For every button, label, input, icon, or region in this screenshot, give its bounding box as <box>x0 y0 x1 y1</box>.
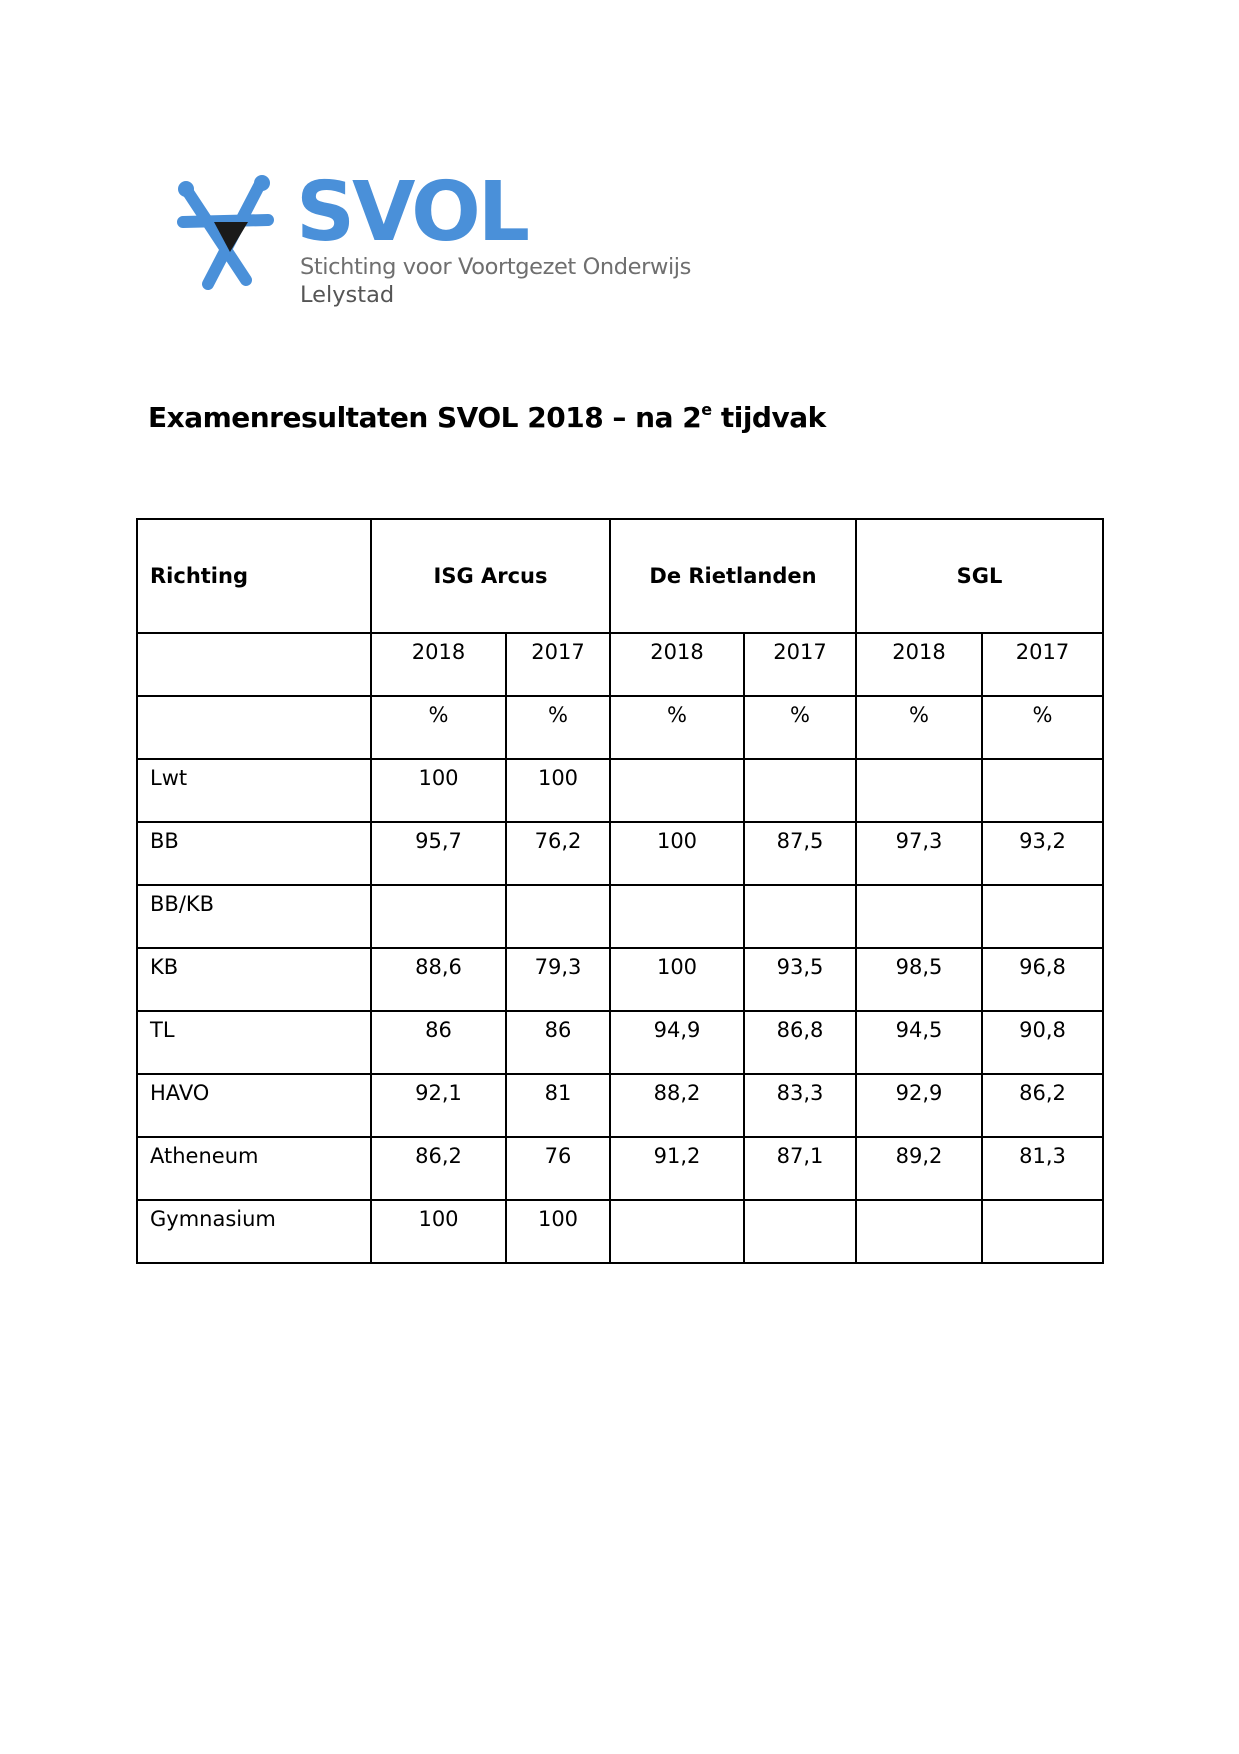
value-cell <box>982 759 1103 822</box>
table-row <box>137 1074 1103 1137</box>
value-cell <box>982 1200 1103 1263</box>
value-cell: 94,9 <box>610 1011 744 1074</box>
value-cell <box>744 885 856 948</box>
value-cell: 90,8 <box>982 1011 1103 1074</box>
value-cell: 86,2 <box>371 1137 506 1200</box>
table-row <box>137 885 1103 948</box>
table-header-row <box>137 519 1103 633</box>
table-cell-empty <box>137 696 371 759</box>
value-cell <box>371 885 506 948</box>
value-cell <box>744 759 856 822</box>
year-cell: 2018 <box>610 633 744 696</box>
row-label: Lwt <box>137 759 371 822</box>
svol-logo <box>168 165 691 312</box>
row-label: Atheneum <box>137 1137 371 1200</box>
unit-cell: % <box>982 696 1103 759</box>
value-cell: 76 <box>506 1137 610 1200</box>
year-cell: 2017 <box>744 633 856 696</box>
year-cell: 2017 <box>982 633 1103 696</box>
value-cell: 81,3 <box>982 1137 1103 1200</box>
title-superscript: e <box>701 400 712 419</box>
value-cell: 91,2 <box>610 1137 744 1200</box>
value-cell: 100 <box>610 822 744 885</box>
table-row <box>137 1200 1103 1263</box>
value-cell <box>610 759 744 822</box>
value-cell: 97,3 <box>856 822 982 885</box>
value-cell: 83,3 <box>744 1074 856 1137</box>
value-cell: 100 <box>371 759 506 822</box>
value-cell: 86 <box>506 1011 610 1074</box>
value-cell: 93,5 <box>744 948 856 1011</box>
value-cell <box>856 759 982 822</box>
value-cell: 94,5 <box>856 1011 982 1074</box>
logo-subtitle: Stichting voor Voortgezet Onderwijs <box>300 254 691 280</box>
value-cell <box>856 1200 982 1263</box>
table-row <box>137 948 1103 1011</box>
year-cell: 2017 <box>506 633 610 696</box>
logo-wordmark: SVOL <box>296 165 528 260</box>
row-label: TL <box>137 1011 371 1074</box>
value-cell: 98,5 <box>856 948 982 1011</box>
unit-cell: % <box>744 696 856 759</box>
unit-cell: % <box>371 696 506 759</box>
value-cell: 86 <box>371 1011 506 1074</box>
table-row <box>137 1011 1103 1074</box>
value-cell: 79,3 <box>506 948 610 1011</box>
year-cell: 2018 <box>856 633 982 696</box>
row-label: BB <box>137 822 371 885</box>
value-cell <box>856 885 982 948</box>
table-units-row <box>137 696 1103 759</box>
value-cell: 86,2 <box>982 1074 1103 1137</box>
value-cell: 100 <box>506 1200 610 1263</box>
page-title <box>148 400 826 434</box>
value-cell: 95,7 <box>371 822 506 885</box>
header-school-sgl: SGL <box>856 519 1103 633</box>
unit-cell: % <box>506 696 610 759</box>
results-table <box>136 518 1104 1264</box>
table-years-row <box>137 633 1103 696</box>
year-cell: 2018 <box>371 633 506 696</box>
value-cell: 86,8 <box>744 1011 856 1074</box>
value-cell <box>610 1200 744 1263</box>
unit-cell: % <box>856 696 982 759</box>
header-school-isg-arcus: ISG Arcus <box>371 519 610 633</box>
table-row <box>137 759 1103 822</box>
title-end: tijdvak <box>711 401 826 434</box>
value-cell: 87,1 <box>744 1137 856 1200</box>
value-cell: 92,9 <box>856 1074 982 1137</box>
logo-city: Lelystad <box>300 282 395 308</box>
svol-figure-icon <box>168 172 293 297</box>
value-cell: 81 <box>506 1074 610 1137</box>
value-cell: 88,2 <box>610 1074 744 1137</box>
value-cell: 88,6 <box>371 948 506 1011</box>
value-cell: 100 <box>506 759 610 822</box>
value-cell: 89,2 <box>856 1137 982 1200</box>
header-school-de-rietlanden: De Rietlanden <box>610 519 856 633</box>
value-cell: 76,2 <box>506 822 610 885</box>
table-row <box>137 1137 1103 1200</box>
unit-cell: % <box>610 696 744 759</box>
value-cell: 92,1 <box>371 1074 506 1137</box>
row-label: KB <box>137 948 371 1011</box>
row-label: BB/KB <box>137 885 371 948</box>
table-cell-empty <box>137 633 371 696</box>
value-cell: 87,5 <box>744 822 856 885</box>
value-cell: 93,2 <box>982 822 1103 885</box>
value-cell <box>610 885 744 948</box>
header-richting: Richting <box>137 519 371 633</box>
value-cell <box>982 885 1103 948</box>
row-label: Gymnasium <box>137 1200 371 1263</box>
value-cell: 100 <box>371 1200 506 1263</box>
value-cell <box>744 1200 856 1263</box>
value-cell: 100 <box>610 948 744 1011</box>
title-main: Examenresultaten SVOL 2018 – na 2 <box>148 401 702 434</box>
value-cell <box>506 885 610 948</box>
table-row <box>137 822 1103 885</box>
row-label: HAVO <box>137 1074 371 1137</box>
value-cell: 96,8 <box>982 948 1103 1011</box>
